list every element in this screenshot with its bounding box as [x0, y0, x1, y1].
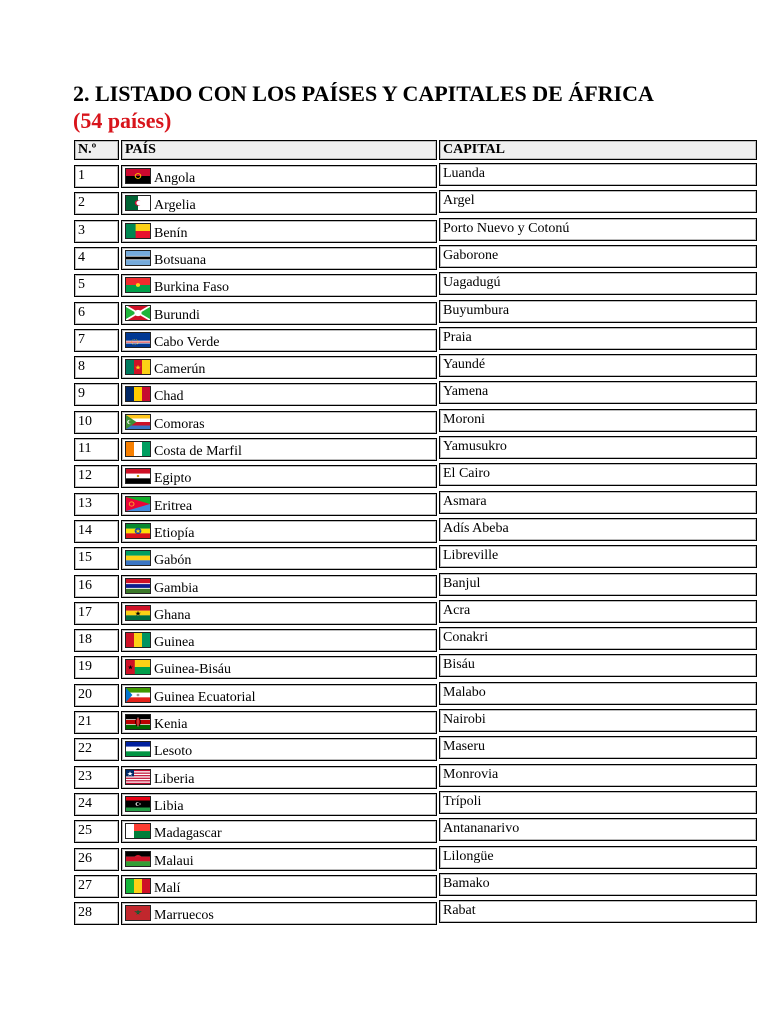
row-country [121, 220, 437, 243]
row-number: 9 [74, 383, 119, 406]
malawi-flag-icon [125, 851, 151, 867]
row-number: 2 [74, 192, 119, 215]
row-capital: Moroni [439, 409, 757, 432]
comoros-flag-icon [125, 414, 151, 430]
row-country [121, 875, 437, 898]
row-capital: Antananarivo [439, 818, 757, 841]
equatorial-guinea-flag-icon [125, 687, 151, 703]
row-country [121, 711, 437, 734]
header-country: PAÍS [121, 140, 437, 160]
row-number: 14 [74, 520, 119, 543]
row-country [121, 165, 437, 188]
madagascar-flag-icon [125, 823, 151, 839]
country-name: Burkina Faso [154, 280, 230, 295]
cameroon-flag-icon [125, 359, 151, 375]
country-name: Guinea-Bisáu [154, 662, 231, 677]
row-capital: Gaborone [439, 245, 757, 268]
country-name: Argelia [154, 198, 196, 213]
row-capital: Bisáu [439, 654, 757, 677]
country-name: Chad [154, 389, 184, 404]
title-country-count: (54 países) [73, 108, 172, 133]
row-capital: Porto Nuevo y Cotonú [439, 218, 757, 241]
row-number: 16 [74, 575, 119, 598]
row-country [121, 192, 437, 215]
row-country [121, 684, 437, 707]
row-capital: Lilongüe [439, 846, 757, 869]
row-number: 10 [74, 411, 119, 434]
row-capital: El Cairo [439, 463, 757, 486]
country-name: Cabo Verde [154, 335, 220, 350]
country-name: Eritrea [154, 499, 193, 514]
header-number: N.º [74, 140, 119, 160]
row-number: 28 [74, 902, 119, 925]
country-name: Benín [154, 226, 188, 241]
row-country [121, 438, 437, 461]
row-number: 4 [74, 247, 119, 270]
row-country [121, 575, 437, 598]
country-name: Madagascar [154, 826, 222, 841]
row-country [121, 493, 437, 516]
row-number: 19 [74, 656, 119, 679]
row-capital: Praia [439, 327, 757, 350]
row-country [121, 383, 437, 406]
row-capital: Yaundé [439, 354, 757, 377]
country-name: Kenia [154, 717, 188, 732]
row-capital: Banjul [439, 573, 757, 596]
country-name: Marruecos [154, 908, 214, 923]
country-name: Guinea [154, 635, 195, 650]
row-country [121, 602, 437, 625]
row-capital: Bamako [439, 873, 757, 896]
burkina-faso-flag-icon [125, 277, 151, 293]
row-capital: Acra [439, 600, 757, 623]
row-capital: Adís Abeba [439, 518, 757, 541]
guinea-bissau-flag-icon [125, 659, 151, 675]
title-main: 2. LISTADO CON LOS PAÍSES Y CAPITALES DE ÁFRICA [73, 81, 654, 106]
row-number: 24 [74, 793, 119, 816]
row-number: 7 [74, 329, 119, 352]
country-name: Gambia [154, 581, 199, 596]
country-name: Ghana [154, 608, 191, 623]
country-name: Botsuana [154, 253, 207, 268]
libya-flag-icon [125, 796, 151, 812]
cape-verde-flag-icon [125, 332, 151, 348]
row-country [121, 411, 437, 434]
country-name: Malaui [154, 854, 194, 869]
row-number: 3 [74, 220, 119, 243]
row-country [121, 520, 437, 543]
row-country [121, 738, 437, 761]
row-country [121, 793, 437, 816]
row-number: 6 [74, 302, 119, 325]
row-number: 27 [74, 875, 119, 898]
liberia-flag-icon [125, 769, 151, 785]
country-name: Burundi [154, 308, 200, 323]
country-name: Egipto [154, 471, 192, 486]
row-number: 12 [74, 465, 119, 488]
row-country [121, 656, 437, 679]
row-country [121, 274, 437, 297]
row-country [121, 848, 437, 871]
row-capital: Uagadugú [439, 272, 757, 295]
eritrea-flag-icon [125, 496, 151, 512]
row-capital: Luanda [439, 163, 757, 186]
row-capital: Argel [439, 190, 757, 213]
row-capital: Conakri [439, 627, 757, 650]
row-number: 17 [74, 602, 119, 625]
row-capital: Maseru [439, 736, 757, 759]
angola-flag-icon [125, 168, 151, 184]
row-number: 22 [74, 738, 119, 761]
country-name: Camerún [154, 362, 206, 377]
country-name: Libia [154, 799, 184, 814]
lesotho-flag-icon [125, 741, 151, 757]
country-name: Etiopía [154, 526, 195, 541]
country-name: Costa de Marfil [154, 444, 242, 459]
row-capital: Asmara [439, 491, 757, 514]
kenya-flag-icon [125, 714, 151, 730]
row-country [121, 356, 437, 379]
header-capital: CAPITAL [439, 140, 757, 160]
ivory-coast-flag-icon [125, 441, 151, 457]
country-name: Gabón [154, 553, 192, 568]
row-number: 1 [74, 165, 119, 188]
row-country [121, 547, 437, 570]
row-country [121, 465, 437, 488]
row-country [121, 329, 437, 352]
row-number: 8 [74, 356, 119, 379]
row-number: 26 [74, 848, 119, 871]
row-number: 23 [74, 766, 119, 789]
row-country [121, 247, 437, 270]
row-number: 20 [74, 684, 119, 707]
row-number: 18 [74, 629, 119, 652]
country-name: Angola [154, 171, 196, 186]
morocco-flag-icon [125, 905, 151, 921]
row-capital: Buyumbura [439, 300, 757, 323]
country-name: Malí [154, 881, 181, 896]
algeria-flag-icon [125, 195, 151, 211]
egypt-flag-icon [125, 468, 151, 484]
row-capital: Rabat [439, 900, 757, 923]
row-capital: Yamusukro [439, 436, 757, 459]
guinea-flag-icon [125, 632, 151, 648]
ghana-flag-icon [125, 605, 151, 621]
country-name: Liberia [154, 772, 195, 787]
row-number: 11 [74, 438, 119, 461]
gambia-flag-icon [125, 578, 151, 594]
country-name: Guinea Ecuatorial [154, 690, 256, 705]
botswana-flag-icon [125, 250, 151, 266]
row-capital: Trípoli [439, 791, 757, 814]
row-capital: Malabo [439, 682, 757, 705]
row-number: 21 [74, 711, 119, 734]
ethiopia-flag-icon [125, 523, 151, 539]
row-number: 15 [74, 547, 119, 570]
row-number: 25 [74, 820, 119, 843]
row-country [121, 302, 437, 325]
burundi-flag-icon [125, 305, 151, 321]
row-capital: Monrovia [439, 764, 757, 787]
page-title [73, 80, 654, 134]
row-country [121, 766, 437, 789]
gabon-flag-icon [125, 550, 151, 566]
row-country [121, 902, 437, 925]
benin-flag-icon [125, 223, 151, 239]
country-name: Comoras [154, 417, 205, 432]
mali-flag-icon [125, 878, 151, 894]
country-name: Lesoto [154, 744, 193, 759]
row-capital: Libreville [439, 545, 757, 568]
row-country [121, 629, 437, 652]
row-capital: Yamena [439, 381, 757, 404]
row-country [121, 820, 437, 843]
chad-flag-icon [125, 386, 151, 402]
row-number: 13 [74, 493, 119, 516]
row-number: 5 [74, 274, 119, 297]
row-capital: Nairobi [439, 709, 757, 732]
